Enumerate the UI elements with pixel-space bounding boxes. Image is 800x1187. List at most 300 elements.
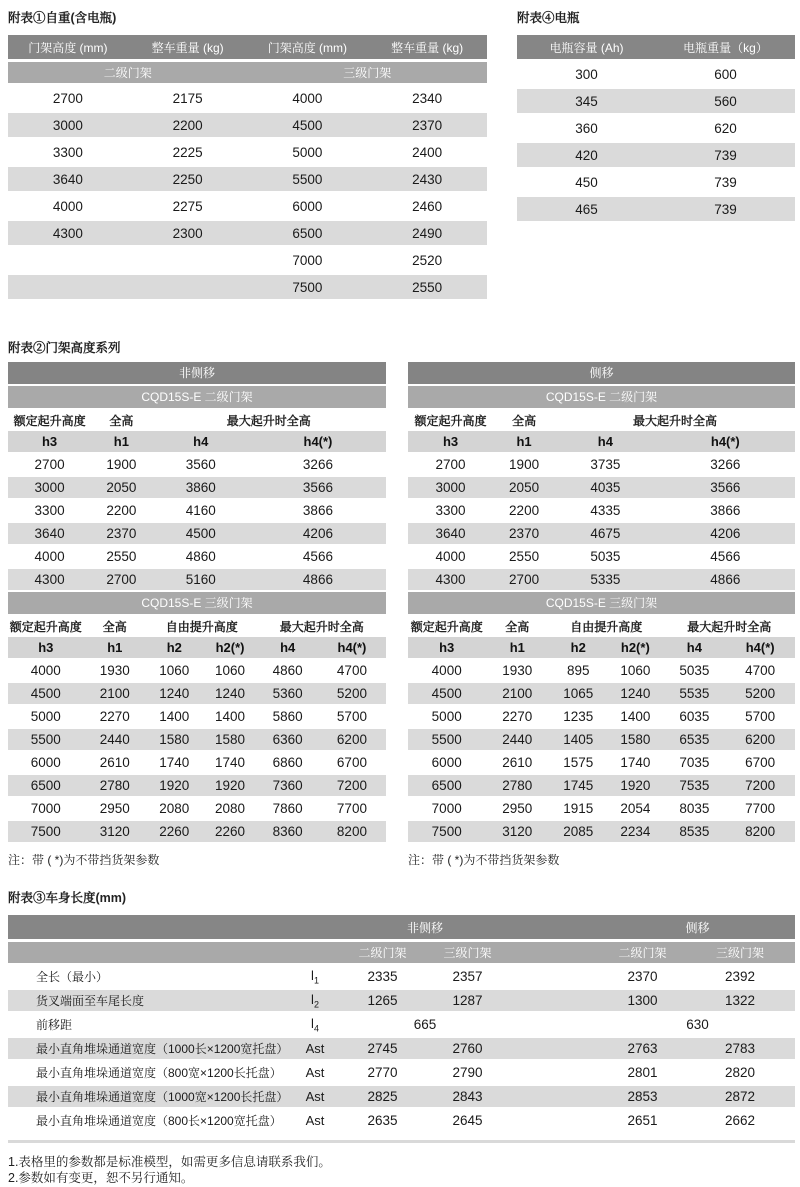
cell: 630 — [686, 1017, 709, 1032]
cell: 1300 — [600, 990, 685, 1011]
cell: 4700 — [745, 663, 776, 678]
cell: 5500 — [8, 729, 84, 750]
group-header: 额定起升高度 — [408, 618, 485, 635]
cell: 3000 — [408, 477, 493, 498]
column-header: h2(*) — [607, 637, 663, 658]
group-header: 二级门架 — [8, 62, 248, 83]
cell: 360 — [575, 120, 598, 136]
cell: 420 — [517, 143, 656, 167]
table-row — [8, 683, 386, 704]
cell: 2080 — [159, 801, 190, 816]
cell: 2340 — [412, 90, 443, 106]
table-row — [517, 170, 795, 194]
cell: 6700 — [745, 755, 776, 770]
cell: 3566 — [250, 477, 386, 498]
cell: 7500 — [8, 821, 84, 842]
cell: 2300 — [128, 221, 248, 245]
group-header: 最大起升时全高 — [663, 618, 795, 635]
top-section — [8, 8, 795, 302]
column-header: h1 — [84, 637, 146, 658]
cell: 7500 — [248, 275, 368, 299]
spacer-cell — [510, 1086, 600, 1107]
column-header: 电瓶容量 (Ah) — [517, 35, 656, 59]
cell: 2357 — [452, 969, 483, 984]
footnote: 注：带 ( *)为不带挡货架参数 — [408, 853, 560, 867]
group-header: 非侧移 — [340, 915, 510, 939]
group-header: 最大起升时全高 — [152, 412, 386, 429]
cell: 4500 — [152, 523, 250, 544]
cell: 3300 — [52, 144, 83, 160]
cell: 4160 — [185, 503, 216, 518]
cell: 1920 — [203, 775, 258, 796]
table4-header-row — [517, 35, 795, 59]
cell: 5035 — [590, 549, 621, 564]
column-header: h4(*) — [318, 637, 386, 658]
table-row — [517, 197, 795, 221]
row-label: 前移距 — [36, 1018, 73, 1032]
two-stage-table — [408, 410, 795, 592]
cell: 2054 — [620, 801, 651, 816]
cell: 2430 — [367, 167, 487, 191]
group-header: 额定起升高度 — [408, 412, 493, 429]
spacer-cell — [510, 990, 600, 1011]
cell: 2050 — [493, 477, 555, 498]
cell: 739 — [656, 143, 795, 167]
cell: 345 — [517, 89, 656, 113]
cell: 1580 — [146, 729, 203, 750]
band-two-stage-model: CQD15S-E 二级门架 — [408, 386, 795, 408]
column-header: h3 — [408, 431, 493, 452]
table-row — [8, 140, 487, 164]
cell: 1287 — [425, 990, 510, 1011]
cell: 6500 — [408, 775, 485, 796]
band-three-stage-model: CQD15S-E 三级门架 — [408, 592, 795, 614]
cell: 2100 — [84, 683, 146, 704]
symbol-header-row — [8, 637, 386, 658]
table-row — [8, 1062, 795, 1083]
table-row — [8, 523, 386, 544]
table-row — [408, 454, 795, 475]
table-row — [8, 966, 795, 987]
table-row — [408, 523, 795, 544]
three-stage-table — [408, 616, 795, 844]
cell: 4860 — [185, 549, 216, 564]
column-header: h1 — [91, 431, 151, 452]
cell: 2780 — [84, 775, 146, 796]
row-symbol: Ast — [290, 1086, 340, 1107]
cell: 2610 — [99, 755, 130, 770]
cell: 7000 — [30, 801, 61, 816]
cell: 1740 — [215, 755, 246, 770]
group-header: 最大起升时全高 — [555, 412, 795, 429]
cell: 6500 — [8, 775, 84, 796]
cell: 6035 — [679, 709, 710, 724]
two-stage-table — [8, 410, 386, 592]
cell: 4866 — [250, 569, 386, 590]
cell: 4500 — [8, 683, 84, 704]
symbol-header-row — [408, 637, 795, 658]
mast-table-sideshift — [408, 362, 795, 868]
cell: 1580 — [607, 729, 663, 750]
column-header: h4 — [663, 637, 725, 658]
cell: 7860 — [272, 801, 303, 816]
cell: 4675 — [555, 523, 656, 544]
cell: 3640 — [8, 167, 128, 191]
cell: 2745 — [340, 1038, 425, 1059]
cell: 4500 — [248, 113, 368, 137]
cell: 1745 — [549, 775, 607, 796]
column-header: h2(*) — [203, 637, 258, 658]
cell: 3866 — [710, 503, 741, 518]
cell: 2700 — [52, 90, 83, 106]
cell: 5700 — [336, 709, 367, 724]
table-row — [408, 706, 795, 727]
cell: 2460 — [412, 198, 443, 214]
cell: 2790 — [452, 1065, 483, 1080]
cell: 2645 — [452, 1113, 483, 1128]
cell: 4000 — [30, 663, 61, 678]
cell: 3000 — [8, 477, 91, 498]
cell: 2520 — [412, 252, 443, 268]
row-symbol: $l_2$ — [290, 990, 340, 1011]
table-row — [408, 821, 795, 842]
table3-body — [8, 966, 795, 1131]
cell: 6000 — [431, 755, 462, 770]
cell: 1900 — [106, 457, 137, 472]
cell: 2763 — [600, 1038, 685, 1059]
cell: 3640 — [8, 523, 91, 544]
group-header: 额定起升高度 — [8, 412, 91, 429]
table-row — [8, 569, 386, 590]
cell: 739 — [656, 197, 795, 221]
cell: 1065 — [549, 683, 607, 704]
cell: 2370 — [493, 523, 555, 544]
cell: 6200 — [725, 729, 795, 750]
table-row — [8, 1038, 795, 1059]
table-row — [8, 775, 386, 796]
cell: 6000 — [292, 198, 323, 214]
spacer-cell — [510, 915, 600, 939]
row-label: 最小直角堆垛通道宽度（800宽×1200长托盘） — [36, 1066, 282, 1080]
column-header: h4(*) — [250, 431, 386, 452]
cell: 1400 — [215, 709, 246, 724]
table-battery-section — [517, 8, 795, 302]
cell: 2200 — [106, 503, 137, 518]
cell — [128, 248, 248, 272]
cell: 4300 — [8, 569, 91, 590]
row-symbol: $l_4$ — [311, 1015, 319, 1034]
row-label: 全长（最小） — [36, 970, 109, 984]
table-row — [8, 660, 386, 681]
spacer-cell — [510, 1038, 600, 1059]
cell: 1060 — [159, 663, 190, 678]
cell: 6000 — [30, 755, 61, 770]
table-row — [408, 569, 795, 590]
table-row — [408, 752, 795, 773]
band-sideshift: 侧移 — [408, 362, 795, 384]
cell: 2080 — [215, 801, 246, 816]
cell: 6360 — [257, 729, 317, 750]
band-two-stage-model: CQD15S-E 二级门架 — [8, 386, 386, 408]
table2-title: 附表②门架高度系列 — [8, 341, 121, 355]
cell: 7700 — [745, 801, 776, 816]
table-row — [8, 729, 386, 750]
cell: 2820 — [725, 1065, 756, 1080]
table-row — [517, 89, 795, 113]
cell: 8200 — [318, 821, 386, 842]
column-header: h1 — [485, 637, 549, 658]
cell: 7035 — [679, 755, 710, 770]
cell: 2610 — [502, 755, 533, 770]
cell: 2370 — [91, 523, 151, 544]
table-row — [517, 62, 795, 86]
cell: 2260 — [203, 821, 258, 842]
cell: 1240 — [203, 683, 258, 704]
cell: 2550 — [367, 275, 487, 299]
cell: 2770 — [367, 1065, 398, 1080]
column-header: h3 — [408, 637, 485, 658]
cell: 2250 — [128, 167, 248, 191]
cell: 4000 — [52, 198, 83, 214]
table-row — [408, 660, 795, 681]
cell: 5200 — [725, 683, 795, 704]
table3-band-row — [8, 915, 795, 939]
cell: 5700 — [745, 709, 776, 724]
cell: 2783 — [685, 1038, 795, 1059]
three-stage-body — [408, 660, 795, 842]
cell: 7360 — [257, 775, 317, 796]
cell: 2700 — [493, 569, 555, 590]
cell: 4206 — [250, 523, 386, 544]
row-label: 最小直角堆垛通道宽度（800长×1200宽托盘） — [36, 1114, 282, 1128]
cell: 5360 — [257, 683, 317, 704]
cell: 6535 — [663, 729, 725, 750]
column-header: h4 — [555, 431, 656, 452]
cell: 4335 — [590, 503, 621, 518]
cell: 1240 — [607, 683, 663, 704]
three-stage-body — [8, 660, 386, 842]
column-header: h3 — [8, 431, 91, 452]
group-header: 最大起升时全高 — [257, 618, 386, 635]
footer-notes — [8, 1154, 795, 1187]
column-header: h4 — [257, 637, 317, 658]
cell: 4500 — [408, 683, 485, 704]
cell: 2225 — [172, 144, 203, 160]
cell: 2825 — [340, 1086, 425, 1107]
cell: 1580 — [203, 729, 258, 750]
cell: 2950 — [502, 801, 533, 816]
cell: 2175 — [172, 90, 203, 106]
cell: 560 — [656, 89, 795, 113]
cell: 5000 — [431, 709, 462, 724]
table-row — [517, 143, 795, 167]
cell: 5000 — [30, 709, 61, 724]
column-header: h2 — [146, 637, 203, 658]
band-non-sideshift: 非侧移 — [8, 362, 386, 384]
cell: 5860 — [272, 709, 303, 724]
cell: 2872 — [685, 1086, 795, 1107]
group-header: 自由提升高度 — [549, 618, 663, 635]
cell: 2200 — [509, 503, 540, 518]
cell: 2662 — [725, 1113, 756, 1128]
cell: 620 — [714, 120, 737, 136]
table-row — [8, 1086, 795, 1107]
column-header: 三级门架 — [425, 942, 510, 963]
cell: 2275 — [172, 198, 203, 214]
cell: 1920 — [146, 775, 203, 796]
cell: 3300 — [34, 503, 65, 518]
group-header: 全高 — [91, 412, 151, 429]
cell: 1930 — [502, 663, 533, 678]
table-row — [8, 990, 795, 1011]
column-header: h1 — [493, 431, 555, 452]
cell: 8360 — [257, 821, 317, 842]
cell: 895 — [566, 663, 590, 678]
cell: 2085 — [549, 821, 607, 842]
table-row — [8, 1110, 795, 1131]
cell: 3300 — [435, 503, 466, 518]
cell: 2700 — [435, 457, 466, 472]
table-row — [8, 113, 487, 137]
spacer-cell — [510, 1110, 600, 1131]
table-row — [408, 775, 795, 796]
cell: 5000 — [292, 144, 323, 160]
cell: 2370 — [367, 113, 487, 137]
cell: 5500 — [248, 167, 368, 191]
cell: 4866 — [656, 569, 795, 590]
table-row — [408, 729, 795, 750]
cell: 4035 — [555, 477, 656, 498]
cell: 5500 — [408, 729, 485, 750]
cell: 2370 — [627, 969, 658, 984]
spacer-cell — [510, 1014, 600, 1035]
cell: 6500 — [248, 221, 368, 245]
cell: 739 — [714, 174, 737, 190]
cell: 2270 — [99, 709, 130, 724]
cell: 2843 — [425, 1086, 510, 1107]
cell: 2440 — [485, 729, 549, 750]
cell: 2490 — [367, 221, 487, 245]
column-header: h4(*) — [656, 431, 795, 452]
cell: 3000 — [8, 113, 128, 137]
row-symbol: $l_1$ — [311, 967, 319, 986]
band-three-stage-model: CQD15S-E 三级门架 — [8, 592, 386, 614]
cell — [8, 275, 128, 299]
cell: 7500 — [408, 821, 485, 842]
cell: 3860 — [152, 477, 250, 498]
group-header: 额定起升高度 — [9, 620, 82, 634]
cell: 1920 — [607, 775, 663, 796]
cell: 1060 — [215, 663, 246, 678]
cell: 7000 — [292, 252, 323, 268]
cell: 4000 — [435, 549, 466, 564]
row-label: 最小直角堆垛通道宽度（1000长×1200宽托盘） — [8, 1038, 290, 1059]
cell: 4566 — [710, 549, 741, 564]
cell: 7200 — [725, 775, 795, 796]
table-row — [408, 500, 795, 521]
column-header: h4 — [152, 431, 250, 452]
mast-table-non-sideshift — [8, 362, 386, 868]
table-row — [8, 821, 386, 842]
cell: 1060 — [620, 663, 651, 678]
symbol-header-row — [8, 431, 386, 452]
table-row — [8, 248, 487, 272]
cell: 4000 — [292, 90, 323, 106]
cell: 1405 — [549, 729, 607, 750]
cell: 1740 — [620, 755, 651, 770]
cell: 3566 — [656, 477, 795, 498]
cell: 1322 — [685, 990, 795, 1011]
table-row — [408, 546, 795, 567]
cell: 2780 — [485, 775, 549, 796]
row-symbol: Ast — [305, 1065, 325, 1080]
column-header: 电瓶重量（kg） — [656, 35, 795, 59]
column-header: h2 — [549, 637, 607, 658]
spacer-cell — [8, 942, 340, 963]
cell: 4000 — [431, 663, 462, 678]
cell: 1235 — [563, 709, 594, 724]
cell: 7200 — [318, 775, 386, 796]
group-header: 全高 — [84, 618, 146, 635]
bottom-divider — [8, 1140, 795, 1143]
cell: 2392 — [725, 969, 756, 984]
cell: 465 — [517, 197, 656, 221]
cell: 4300 — [8, 221, 128, 245]
table-row — [8, 221, 487, 245]
cell: 7000 — [431, 801, 462, 816]
cell: 2440 — [84, 729, 146, 750]
group-header-row — [8, 618, 386, 635]
table-row — [8, 500, 386, 521]
cell: 2200 — [128, 113, 248, 137]
cell: 450 — [575, 174, 598, 190]
cell: 2760 — [425, 1038, 510, 1059]
footer-note-1: 1.表格里的参数都是标准模型，如需更多信息请联系我们。 — [8, 1155, 331, 1169]
cell: 4860 — [272, 663, 303, 678]
cell: 1930 — [99, 663, 130, 678]
table-body-length — [8, 912, 795, 1134]
cell: 8535 — [663, 821, 725, 842]
cell: 3735 — [590, 457, 621, 472]
table-row — [408, 798, 795, 819]
cell: 3640 — [408, 523, 493, 544]
cell: 665 — [413, 1017, 437, 1032]
cell — [128, 275, 248, 299]
cell: 4000 — [34, 549, 65, 564]
cell: 5535 — [663, 683, 725, 704]
cell: 2260 — [146, 821, 203, 842]
column-header: 三级门架 — [685, 942, 795, 963]
group-header: 全高 — [493, 412, 555, 429]
spacer-cell — [510, 942, 600, 963]
symbol-header-row — [408, 431, 795, 452]
cell: 2550 — [509, 549, 540, 564]
table4-title: 附表④电瓶 — [517, 11, 580, 25]
cell: 6860 — [272, 755, 303, 770]
cell: 7700 — [336, 801, 367, 816]
table-row — [8, 275, 487, 299]
row-label: 货叉端面至车尾长度 — [8, 990, 290, 1011]
group-header: 自由提升高度 — [146, 618, 257, 635]
column-header: 二级门架 — [600, 942, 685, 963]
cell: 1240 — [146, 683, 203, 704]
cell: 2651 — [627, 1113, 658, 1128]
table-row — [8, 194, 487, 218]
column-header: 门架高度 (mm) — [248, 35, 368, 59]
table1-body — [8, 86, 487, 299]
three-stage-table — [8, 616, 386, 844]
group-header-row — [408, 618, 795, 635]
